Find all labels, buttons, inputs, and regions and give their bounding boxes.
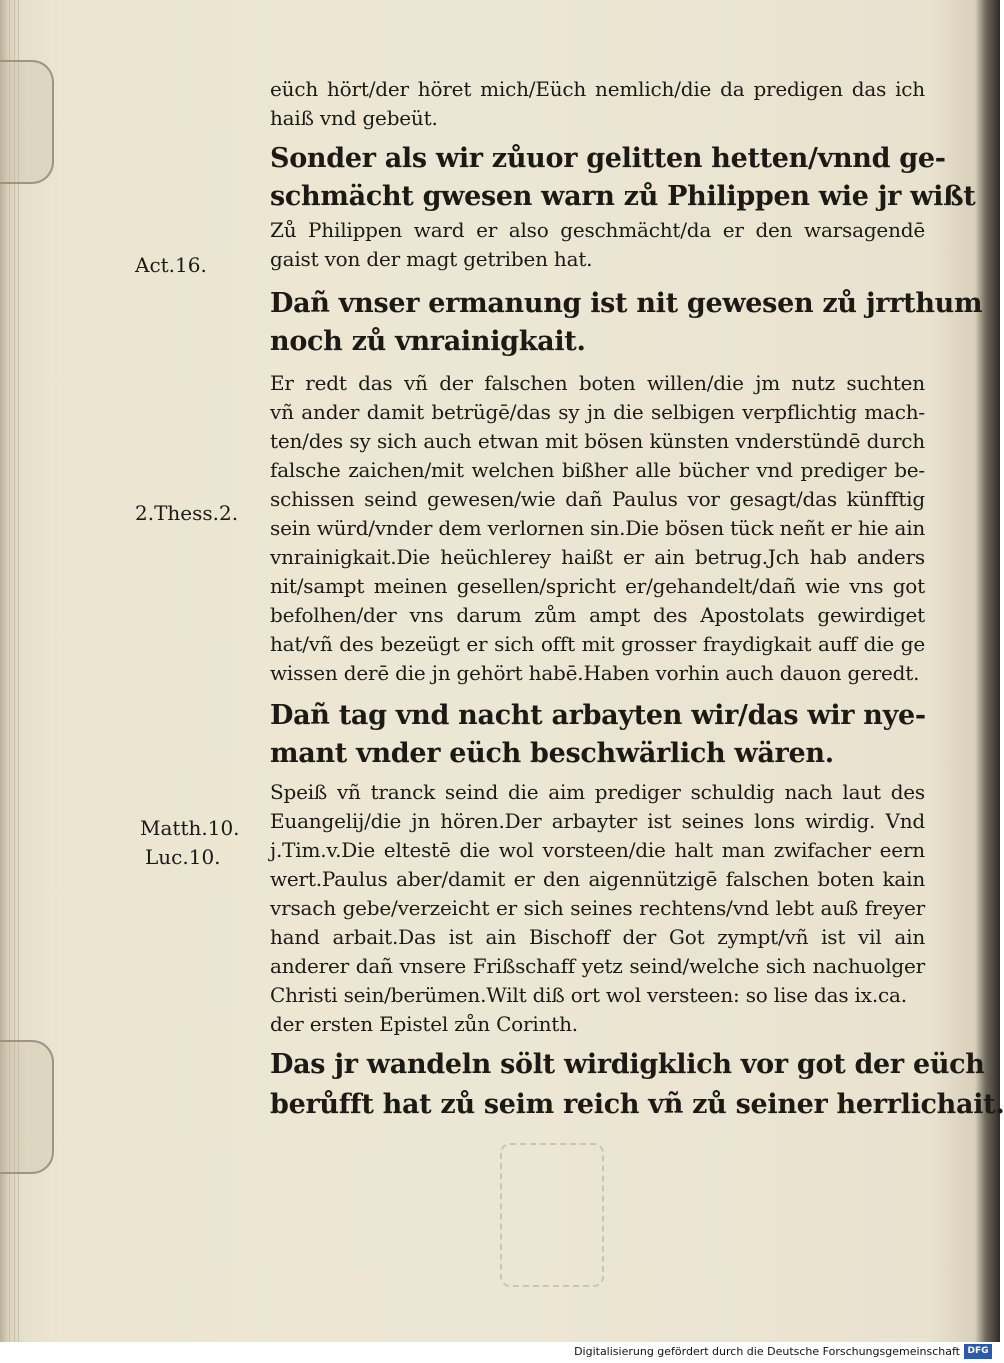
commentary-line: gaist von der magt getriben hat. <box>270 247 593 271</box>
commentary-line: eüch hört/der höret mich/Eüch nemlich/die da predigen das ich <box>270 77 925 101</box>
commentary-line: vnrainigkait.Die heüchlerey haißt er ain betrug.Jch hab anders <box>270 545 925 569</box>
commentary-line: ten/des sy sich auch etwan mit bösen künsten vnderstündē durch <box>270 429 925 453</box>
commentary-line: hat/vñ des bezeügt er sich offt mit grosser fraydigkait auff die ge <box>270 632 925 656</box>
scripture-line: schmächt gwesen warn zů Philippen wie jr wißt <box>270 181 976 212</box>
commentary-line: schissen seind gewesen/wie dañ Paulus vor gesagt/das künfftig <box>270 487 925 511</box>
scripture-line: mant vnder eüch beschwärlich wären. <box>270 738 834 769</box>
page-clip-top <box>0 60 54 184</box>
margin-note: Act.16. <box>135 253 207 277</box>
commentary-line: sein würd/vnder dem verlornen sin.Die bösen tück neñt er hie ain <box>270 516 926 540</box>
commentary-line: j.Tim.v.Die eltestē die wol vorsteen/die halt man zwifacher eern <box>270 838 925 862</box>
commentary-line: Er redt das vñ der falschen boten willen/die jm nutz suchten <box>270 371 925 395</box>
margin-note: Matth.10. <box>140 816 240 840</box>
scripture-line: Das jr wandeln sölt wirdigklich vor got der eüch <box>270 1049 985 1080</box>
scripture-line: Dañ vnser ermanung ist nit gewesen zů jrrthum <box>270 288 983 319</box>
margin-note: Luc.10. <box>145 845 221 869</box>
commentary-line: hand arbait.Das ist ain Bischoff der Got zympt/vñ ist vil ain <box>270 925 925 949</box>
footer-bar <box>0 1342 1000 1363</box>
commentary-line: befolhen/der vns darum zům ampt des Apostolats gewirdiget <box>270 603 925 627</box>
footer-credit: Digitalisierung gefördert durch die Deutsche Forschungsgemeinschaft <box>574 1345 960 1358</box>
scripture-line: noch zů vnrainigkait. <box>270 326 586 357</box>
commentary-line: haiß vnd gebeüt. <box>270 106 438 130</box>
page-clip-bottom <box>0 1040 54 1174</box>
commentary-line: vñ ander damit betrügē/das sy jn die selbigen verpflichtig mach- <box>270 400 925 424</box>
margin-note: 2.Thess.2. <box>135 501 239 525</box>
commentary-line: Speiß vñ tranck seind die aim prediger schuldig nach laut des <box>270 780 925 804</box>
library-stamp-bleedthrough <box>500 1143 604 1287</box>
scripture-line: Dañ tag vnd nacht arbayten wir/das wir nye- <box>270 700 926 731</box>
commentary-line: Zů Philippen ward er also geschmächt/da er den warsagendē <box>270 218 925 242</box>
commentary-line: der ersten Epistel zůn Corinth. <box>270 1012 578 1036</box>
commentary-line: wissen derē die jn gehört habē.Haben vorhin auch dauon geredt. <box>270 661 920 685</box>
commentary-line: wert.Paulus aber/damit er den aigennützigē falschen boten kain <box>270 867 925 891</box>
commentary-line: falsche zaichen/mit welchen bißher alle bücher vnd prediger be- <box>270 458 925 482</box>
commentary-line: Euangelij/die jn hören.Der arbayter ist seines lons wirdig. Vnd <box>270 809 925 833</box>
commentary-line: Christi sein/berümen.Wilt diß ort wol versteen: so lise das ix.ca. <box>270 983 907 1007</box>
commentary-line: vrsach gebe/verzeicht er sich seines rechtens/vnd lebt auß freyer <box>270 896 925 920</box>
scripture-line: Sonder als wir zůuor gelitten hetten/vnnd ge- <box>270 143 946 174</box>
dfg-logo: DFG <box>964 1344 992 1359</box>
commentary-line: anderer dañ vnsere Frißschaff yetz seind/welche sich nachuolger <box>270 954 925 978</box>
scripture-line: berůfft hat zů seim reich vñ zů seiner herrlichait. <box>270 1089 1004 1120</box>
commentary-line: nit/sampt meinen gesellen/spricht er/gehandelt/dañ wie vns got <box>270 574 925 598</box>
